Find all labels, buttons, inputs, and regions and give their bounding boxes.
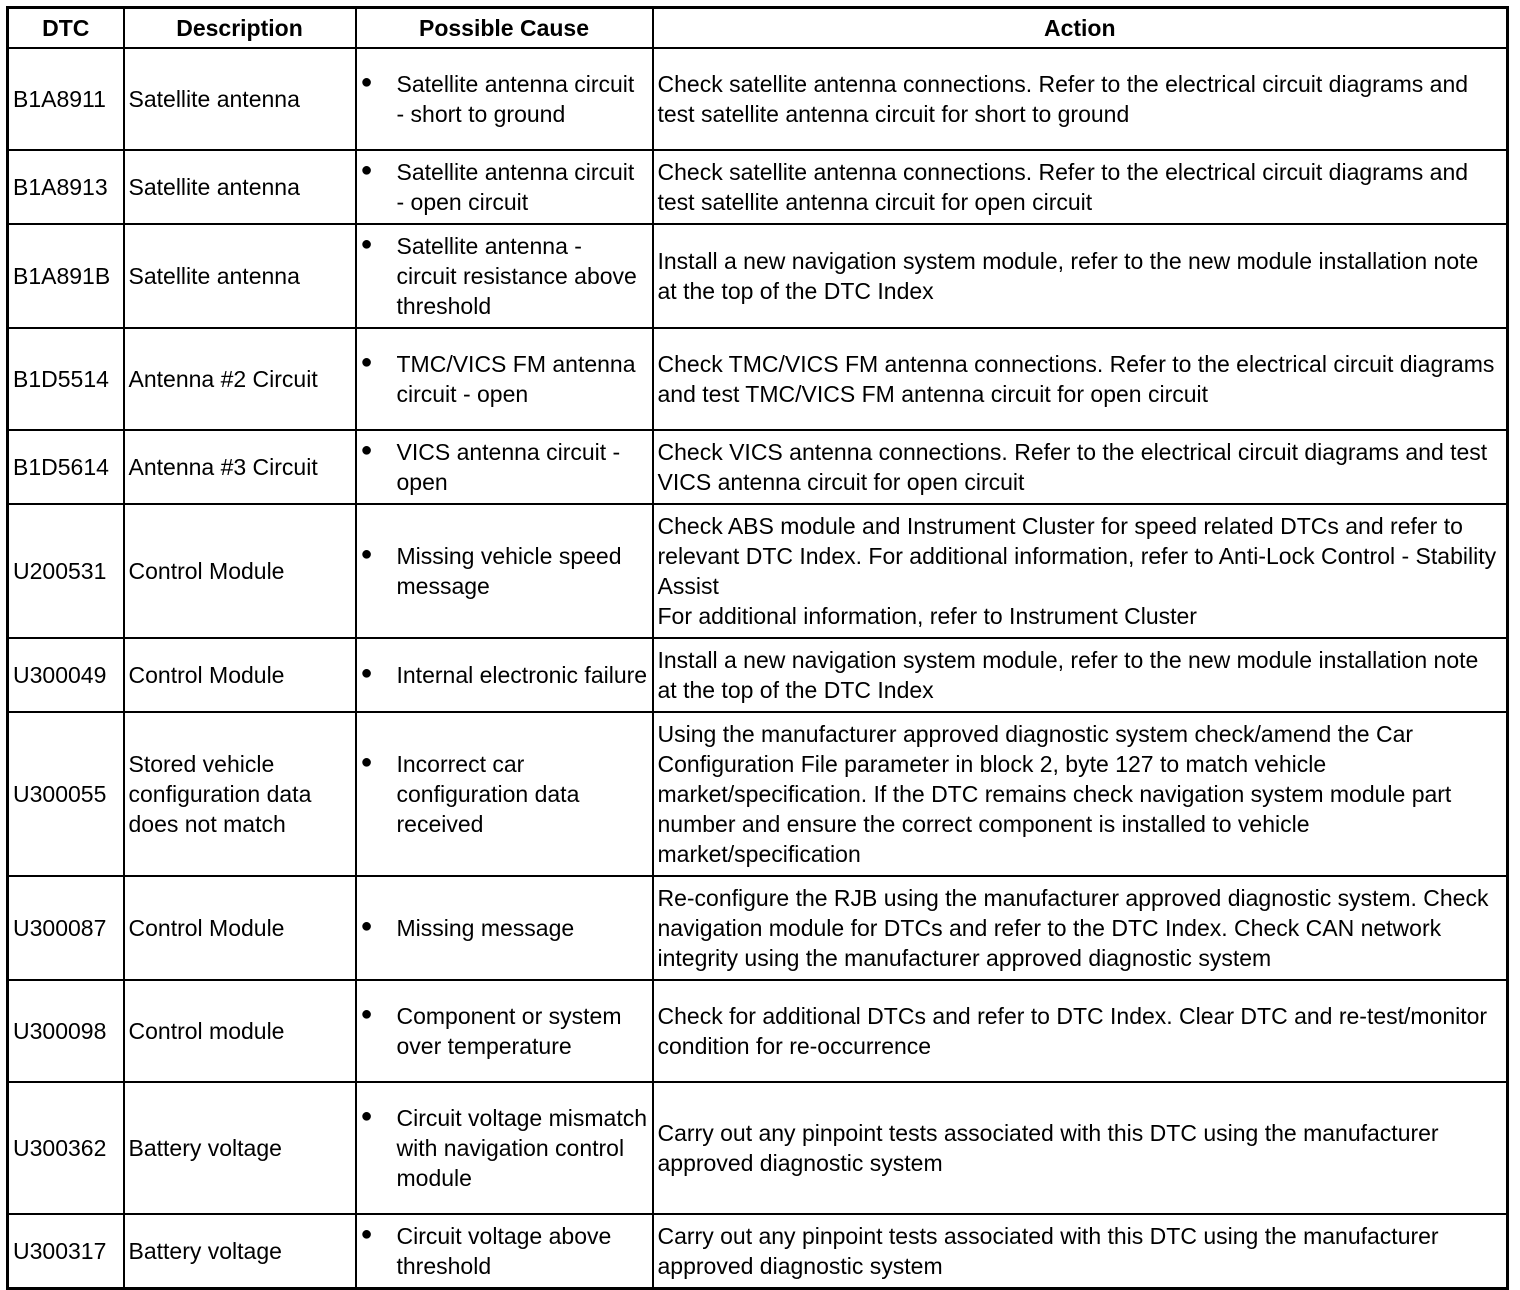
table-row <box>8 328 1508 430</box>
dtc-description: Antenna #2 Circuit <box>124 328 356 430</box>
dtc-description: Satellite antenna <box>124 224 356 328</box>
dtc-description: Control Module <box>124 504 356 638</box>
action-text: Check satellite antenna connections. Refer to the electrical circuit diagrams and test satellite antenna circuit for short to ground <box>657 71 1469 127</box>
action-text: Carry out any pinpoint tests associated with this DTC using the manufacturer approved diagnostic system <box>657 1223 1439 1279</box>
table-row <box>8 430 1508 504</box>
bullet-icon: ● <box>360 1223 373 1245</box>
action-cell <box>653 1214 1508 1289</box>
dtc-code: U300362 <box>8 1082 124 1214</box>
dtc-code: B1A8911 <box>8 48 124 150</box>
bullet-item <box>361 157 648 217</box>
possible-cause-cell <box>356 430 653 504</box>
action-text: For additional information, refer to Instrument Cluster <box>657 603 1197 629</box>
dtc-code: B1D5514 <box>8 328 124 430</box>
bullet-item <box>361 1221 648 1281</box>
possible-cause-text: Circuit voltage mismatch with navigation control module <box>396 1105 648 1191</box>
bullet-item <box>361 541 648 601</box>
header-dtc: DTC <box>8 8 124 49</box>
action-cell <box>653 1082 1508 1214</box>
dtc-table <box>6 6 1509 1290</box>
header-row <box>8 8 1508 49</box>
bullet-icon: ● <box>360 662 373 684</box>
dtc-description: Control module <box>124 980 356 1082</box>
possible-cause-cell <box>356 504 653 638</box>
possible-cause-text: Satellite antenna circuit - open circuit <box>396 159 635 215</box>
bullet-item <box>361 1103 648 1193</box>
header-description: Description <box>124 8 356 49</box>
possible-cause-cell <box>356 980 653 1082</box>
table-row <box>8 504 1508 638</box>
possible-cause-text: Component or system over temperature <box>396 1003 622 1059</box>
action-cell <box>653 328 1508 430</box>
possible-cause-cell <box>356 876 653 980</box>
dtc-code: U300087 <box>8 876 124 980</box>
table-row <box>8 1214 1508 1289</box>
dtc-code: U300317 <box>8 1214 124 1289</box>
bullet-icon: ● <box>360 751 373 773</box>
dtc-description: Control Module <box>124 638 356 712</box>
bullet-icon: ● <box>360 1105 373 1127</box>
action-text: Check ABS module and Instrument Cluster for speed related DTCs and refer to relevant DTC Index. For additional information, refer to Anti-Lock Control - Stability Assist <box>657 513 1497 599</box>
bullet-item <box>361 437 648 497</box>
table-row <box>8 150 1508 224</box>
possible-cause-cell <box>356 712 653 876</box>
action-text: Check satellite antenna connections. Refer to the electrical circuit diagrams and test satellite antenna circuit for open circuit <box>657 159 1469 215</box>
bullet-item <box>361 231 648 321</box>
possible-cause-cell <box>356 224 653 328</box>
possible-cause-text: TMC/VICS FM antenna circuit - open <box>396 351 636 407</box>
possible-cause-cell <box>356 328 653 430</box>
dtc-description: Battery voltage <box>124 1082 356 1214</box>
action-text: Check TMC/VICS FM antenna connections. Refer to the electrical circuit diagrams and test TMC/VICS FM antenna circuit for open circuit <box>657 351 1495 407</box>
dtc-code: U300055 <box>8 712 124 876</box>
action-text: Install a new navigation system module, refer to the new module installation note at the top of the DTC Index <box>657 647 1479 703</box>
action-cell <box>653 638 1508 712</box>
action-text: Check VICS antenna connections. Refer to the electrical circuit diagrams and test VICS antenna circuit for open circuit <box>657 439 1488 495</box>
action-text: Re-configure the RJB using the manufacturer approved diagnostic system. Check navigation module for DTCs and refer to the DTC Index. Check CAN network integrity using the manufacturer approved diagnostic system <box>657 885 1489 971</box>
possible-cause-text: Satellite antenna circuit - short to ground <box>396 71 635 127</box>
table-body <box>8 48 1508 1289</box>
table-row <box>8 48 1508 150</box>
dtc-description: Stored vehicle configuration data does not match <box>124 712 356 876</box>
action-cell <box>653 150 1508 224</box>
bullet-item <box>361 913 648 943</box>
bullet-item <box>361 1001 648 1061</box>
dtc-description: Satellite antenna <box>124 150 356 224</box>
bullet-item <box>361 349 648 409</box>
action-text: Using the manufacturer approved diagnostic system check/amend the Car Configuration File parameter in block 2, byte 127 to match vehicle market/specification. If the DTC remains check navigation system module part number and ensure the correct component is installed to vehicle market/specification <box>657 721 1452 867</box>
action-cell <box>653 48 1508 150</box>
possible-cause-text: VICS antenna circuit - open <box>396 439 621 495</box>
dtc-description: Satellite antenna <box>124 48 356 150</box>
possible-cause-text: Internal electronic failure <box>396 662 648 688</box>
action-text: Check for additional DTCs and refer to DTC Index. Clear DTC and re-test/monitor condition for re-occurrence <box>657 1003 1488 1059</box>
bullet-icon: ● <box>360 71 373 93</box>
dtc-code: U300098 <box>8 980 124 1082</box>
table-row <box>8 980 1508 1082</box>
possible-cause-text: Circuit voltage above threshold <box>396 1223 612 1279</box>
possible-cause-cell <box>356 638 653 712</box>
table-row <box>8 712 1508 876</box>
action-text: Carry out any pinpoint tests associated with this DTC using the manufacturer approved diagnostic system <box>657 1120 1439 1176</box>
dtc-description: Battery voltage <box>124 1214 356 1289</box>
possible-cause-text: Incorrect car configuration data received <box>396 751 580 837</box>
dtc-description: Control Module <box>124 876 356 980</box>
bullet-icon: ● <box>360 233 373 255</box>
header-action: Action <box>653 8 1508 49</box>
bullet-item <box>361 749 648 839</box>
action-cell <box>653 712 1508 876</box>
header-possible-cause: Possible Cause <box>356 8 653 49</box>
dtc-code: U200531 <box>8 504 124 638</box>
dtc-description: Antenna #3 Circuit <box>124 430 356 504</box>
bullet-icon: ● <box>360 1003 373 1025</box>
bullet-icon: ● <box>360 439 373 461</box>
bullet-icon: ● <box>360 159 373 181</box>
action-cell <box>653 980 1508 1082</box>
table-row <box>8 224 1508 328</box>
dtc-code: B1D5614 <box>8 430 124 504</box>
table-header <box>8 8 1508 49</box>
action-cell <box>653 504 1508 638</box>
possible-cause-text: Satellite antenna - circuit resistance above threshold <box>396 233 637 319</box>
possible-cause-text: Missing vehicle speed message <box>396 543 622 599</box>
table-row <box>8 638 1508 712</box>
bullet-icon: ● <box>360 543 373 565</box>
action-text: Install a new navigation system module, refer to the new module installation note at the top of the DTC Index <box>657 248 1479 304</box>
dtc-code: B1A8913 <box>8 150 124 224</box>
bullet-icon: ● <box>360 915 373 937</box>
action-cell <box>653 430 1508 504</box>
possible-cause-cell <box>356 48 653 150</box>
table-row <box>8 1082 1508 1214</box>
action-cell <box>653 876 1508 980</box>
bullet-icon: ● <box>360 351 373 373</box>
table-row <box>8 876 1508 980</box>
bullet-item <box>361 660 648 690</box>
possible-cause-text: Missing message <box>396 915 575 941</box>
possible-cause-cell <box>356 1214 653 1289</box>
possible-cause-cell <box>356 150 653 224</box>
possible-cause-cell <box>356 1082 653 1214</box>
action-cell <box>653 224 1508 328</box>
dtc-code: B1A891B <box>8 224 124 328</box>
dtc-code: U300049 <box>8 638 124 712</box>
bullet-item <box>361 69 648 129</box>
